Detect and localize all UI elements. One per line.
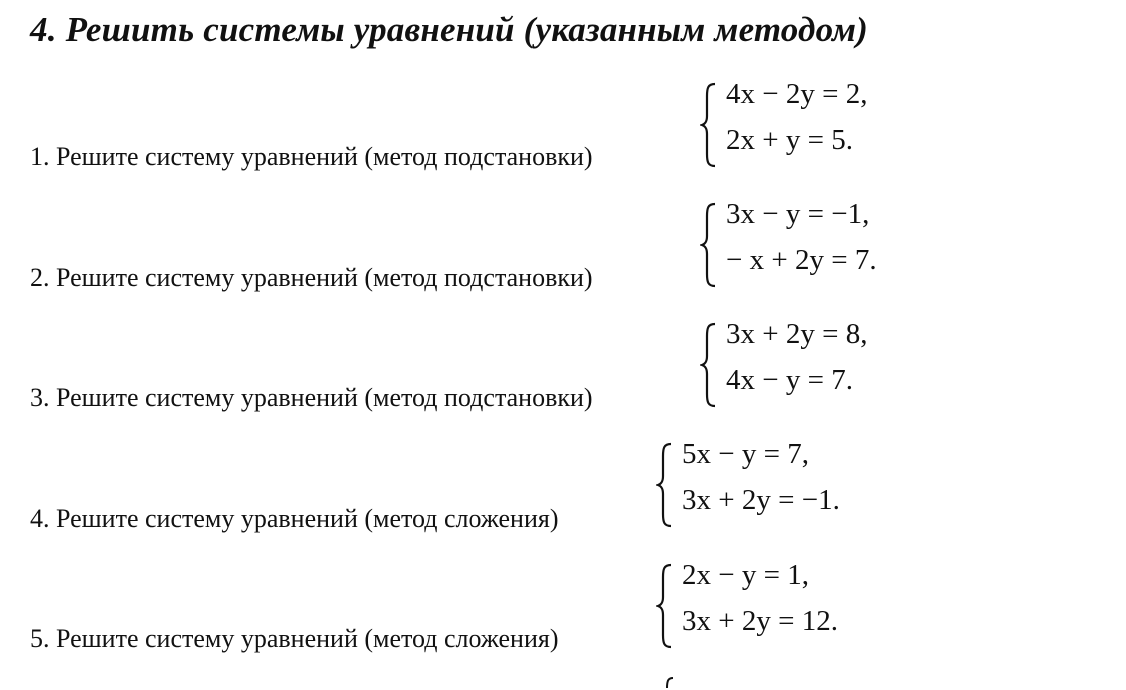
left-brace-icon	[700, 322, 718, 408]
task-5-label: 5. Решите систему уравнений (метод сложения)	[30, 624, 559, 653]
task-5-system	[656, 559, 896, 659]
task-4-system	[656, 438, 896, 538]
task-2-system	[700, 198, 940, 298]
section-heading: 4. Решить системы уравнений (указанным методом)	[30, 10, 869, 49]
task-4-equation-2: 3x + 2y = −1.	[682, 484, 840, 516]
task-5-equation-1: 2x − y = 1,	[682, 559, 809, 591]
task-1-equation-1: 4x − 2y = 2,	[726, 78, 868, 110]
left-brace-icon	[700, 82, 718, 168]
left-brace-icon	[700, 202, 718, 288]
task-3-equation-2: 4x − y = 7.	[726, 364, 853, 396]
task-1-system	[700, 78, 940, 178]
task-1-equation-2: 2x + y = 5.	[726, 124, 853, 156]
left-brace-icon	[656, 563, 674, 649]
task-4-equation-1: 5x − y = 7,	[682, 438, 809, 470]
task-5-equation-2: 3x + 2y = 12.	[682, 605, 838, 637]
left-brace-icon	[656, 442, 674, 528]
task-2-label: 2. Решите систему уравнений (метод подстановки)	[30, 263, 593, 292]
task-1-label: 1. Решите систему уравнений (метод подстановки)	[30, 142, 593, 171]
task-2-equation-1: 3x − y = −1,	[726, 198, 870, 230]
task-4-label: 4. Решите систему уравнений (метод сложения)	[30, 504, 559, 533]
task-3-equation-1: 3x + 2y = 8,	[726, 318, 868, 350]
task-3-system	[700, 318, 940, 418]
task-2-equation-2: − x + 2y = 7.	[726, 244, 877, 276]
task-3-label: 3. Решите систему уравнений (метод подстановки)	[30, 383, 593, 412]
